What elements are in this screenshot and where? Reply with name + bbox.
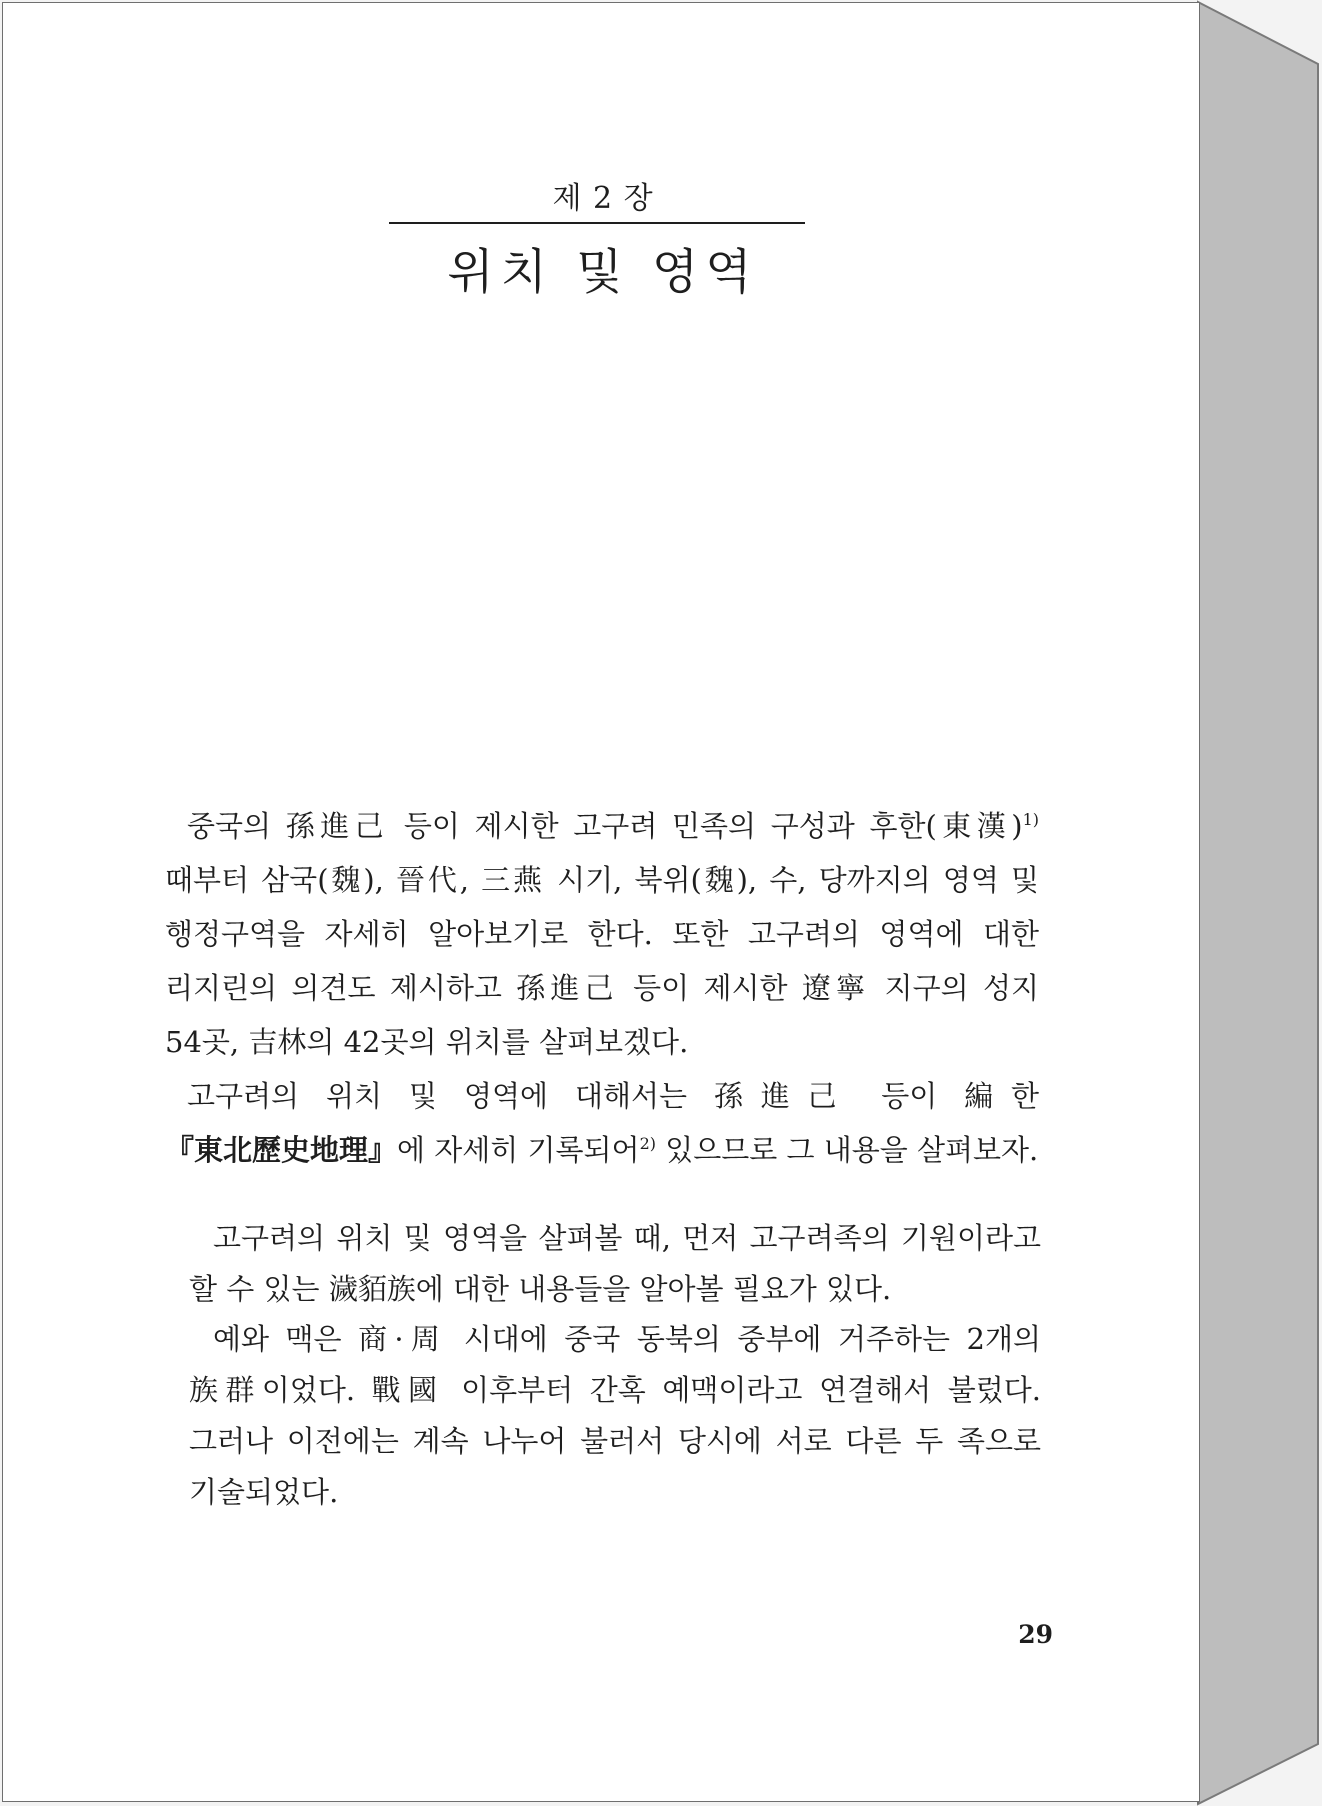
book-title-citation: 『東北歷史地理』	[165, 1133, 398, 1167]
paragraph-1-text-b: 때부터 삼국(魏), 晉代, 三燕 시기, 북위(魏), 수, 당까지의 영역 및 행정구역을 자세히 알아보기로 한다. 또한 고구려의 영역에 대한 리지린의 의견도 제시하고 孫進己 등이 제시한 遼寧 지구의 성지 54곳, 吉林의 42곳의 위치를 살펴보겠다.	[165, 863, 1039, 1059]
footnote-marker-2: 2)	[639, 1134, 656, 1153]
body-paragraph-2	[165, 1069, 1039, 1177]
body-paragraph-1	[165, 799, 1039, 1069]
body-paragraph-3: 고구려의 위치 및 영역을 살펴볼 때, 먼저 고구려족의 기원이라고 할 수 있는 濊貊族에 대한 내용들을 알아볼 필요가 있다.	[189, 1221, 1041, 1306]
paragraph-2-text-c: 있으므로 그 내용을 살펴보자.	[656, 1133, 1039, 1167]
footnote-marker-1: 1)	[1022, 810, 1039, 829]
chapter-label: 제 2 장	[552, 181, 654, 216]
page-number: 29	[1018, 1620, 1053, 1649]
book-page	[2, 2, 1200, 1802]
paragraph-1-text-a: 중국의 孫進己 등이 제시한 고구려 민족의 구성과 후한(東漢)	[187, 809, 1023, 843]
paragraph-2-text-a: 고구려의 위치 및 영역에 대해서는 孫進己 등이 編한	[187, 1079, 1039, 1113]
body-paragraph-4: 예와 맥은 商·周 시대에 중국 동북의 중부에 거주하는 2개의 族群이었다. 戰國 이후부터 간혹 예맥이라고 연결해서 불렀다. 그러나 이전에는 계속 나누어 불러서 당시에 서로 다른 두 족으로 기술되었다.	[189, 1322, 1041, 1509]
chapter-title: 위치 및 영역	[447, 244, 759, 300]
paragraph-2-text-b: 에 자세히 기록되어	[397, 1133, 640, 1167]
chapter-divider	[389, 222, 805, 224]
